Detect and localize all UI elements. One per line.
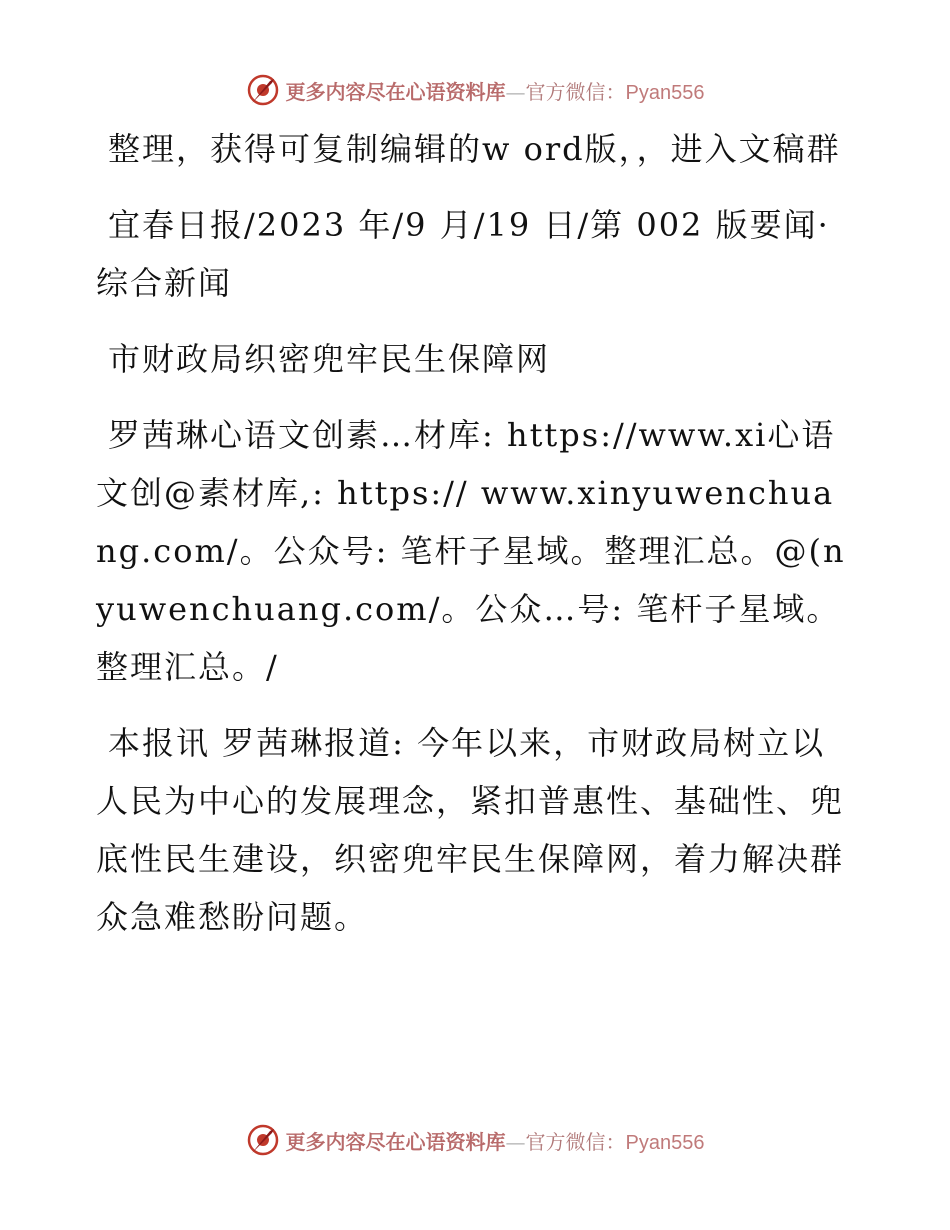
header-banner-text bbox=[286, 76, 705, 105]
footer-banner-main: 更多内容尽在心语资料库 bbox=[285, 1129, 506, 1154]
quill-pen-logo-icon bbox=[246, 1123, 280, 1157]
header-banner-main: 更多内容尽在心语资料库 bbox=[285, 79, 506, 104]
header-banner-wechat-label: 官方微信： bbox=[525, 79, 626, 104]
quill-pen-logo-icon bbox=[246, 73, 280, 107]
watermark-paragraph: 罗茜琳心语文创素…材库: https://www.xi心语文创@素材库,: https:// www.xinyuwenchuang.com/。公众号: 笔杆子星域。整理汇总。@(nyuwenchuang.com/。公众…号: 笔杆子星域。整理汇总。/ bbox=[96, 416, 846, 686]
footer-banner-account: Pyan556 bbox=[625, 1131, 705, 1154]
article-lead: 本报讯 罗茜琳报道: 今年以来，市财政局树立以人民为中心的发展理念，紧扣普惠性、基础性、兜底性民生建设，织密兜牢民生保障网，着力解决群众急难愁盼问题。 bbox=[96, 724, 845, 936]
article-title: 市财政局织密兜牢民生保障网 bbox=[108, 340, 551, 378]
footer-banner-wechat-label: 官方微信： bbox=[525, 1129, 626, 1154]
header-banner-account: Pyan556 bbox=[625, 81, 705, 104]
footer-banner-text bbox=[286, 1126, 705, 1155]
intro-paragraph: 整理，获得可复制编辑的w ord版，，进入文稿群 bbox=[108, 130, 841, 168]
source-line: 宜春日报/2023 年/9 月/19 日/第 002 版要闻·综合新闻 bbox=[96, 206, 830, 302]
header-banner-separator: — bbox=[505, 79, 526, 104]
footer-banner-separator: — bbox=[505, 1129, 526, 1154]
header-banner bbox=[0, 70, 950, 110]
document-body bbox=[96, 120, 856, 964]
footer-banner bbox=[0, 1120, 950, 1160]
